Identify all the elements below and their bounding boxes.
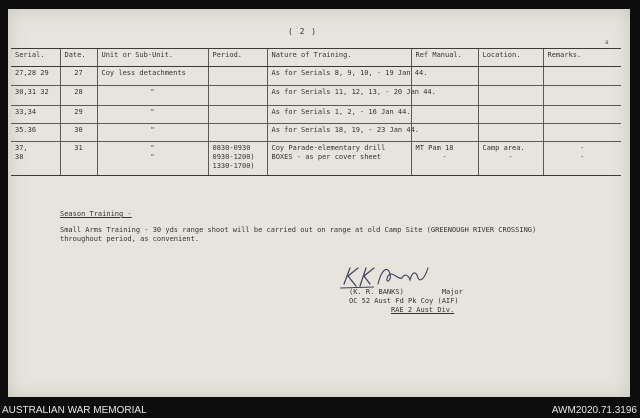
header-remarks: Remarks. xyxy=(543,49,621,67)
table-row xyxy=(11,106,621,124)
unit-line: " xyxy=(150,144,155,152)
signature-scrawl xyxy=(338,262,438,290)
signatory-name: (K. R. BANKS) xyxy=(349,288,404,296)
section-body: Small Arms Training - 30 yds range shoot will be carried out on range at old Camp Site (GREENOUGH RIVER CROSSING) throughout period, as convenient. xyxy=(60,226,537,243)
period-line: 0830-0930 xyxy=(212,144,251,152)
cell-period xyxy=(208,124,267,142)
cell-remarks xyxy=(543,86,621,106)
header-serial: Serial. xyxy=(11,49,60,67)
cell-date: 27 xyxy=(60,67,97,86)
table-header-row xyxy=(11,49,621,67)
header-unit: Unit or Sub-Unit. xyxy=(97,49,208,67)
cell-serial: 35.36 xyxy=(11,124,60,142)
cell-location xyxy=(478,67,543,86)
cell-ref xyxy=(411,142,478,176)
cell-remarks xyxy=(543,106,621,124)
serial-line: 38 xyxy=(15,153,24,161)
page-number: ( 2 ) xyxy=(288,27,318,36)
table-row xyxy=(11,67,621,86)
remarks-line: - xyxy=(580,144,585,152)
cell-remarks xyxy=(543,67,621,86)
cell-serial xyxy=(11,142,60,176)
signatory-name-line xyxy=(349,288,463,297)
cell-unit: " xyxy=(97,124,208,142)
cell-ref xyxy=(411,106,478,124)
cell-ref xyxy=(411,124,478,142)
ref-line: MT Pam 18 xyxy=(415,144,454,152)
table-row xyxy=(11,124,621,142)
cell-period xyxy=(208,67,267,86)
signature-block xyxy=(349,288,463,315)
cell-date: 29 xyxy=(60,106,97,124)
table-row xyxy=(11,86,621,106)
signatory-division: RAE 2 Aust Div. xyxy=(391,306,455,314)
header-period: Period. xyxy=(208,49,267,67)
header-ref-manual: Ref Manual. xyxy=(411,49,478,67)
cell-unit xyxy=(97,142,208,176)
signatory-rank: Major xyxy=(441,288,463,296)
nature-line: Coy Parade-elementary drill xyxy=(271,144,386,152)
cell-remarks xyxy=(543,142,621,176)
section-title: Season Training - xyxy=(60,210,132,218)
header-date: Date. xyxy=(60,49,97,67)
cell-location xyxy=(478,142,543,176)
cell-period xyxy=(208,142,267,176)
cell-serial: 33,34 xyxy=(11,106,60,124)
cell-period xyxy=(208,86,267,106)
cell-unit: " xyxy=(97,86,208,106)
table-row xyxy=(11,142,621,176)
location-line: - xyxy=(508,153,513,161)
header-nature: Nature of Training. xyxy=(267,49,411,67)
cell-period xyxy=(208,106,267,124)
remarks-line: - xyxy=(580,153,585,161)
training-schedule-table xyxy=(11,48,621,176)
location-line: Camp area. xyxy=(482,144,525,152)
cell-unit: Coy less detachments xyxy=(97,67,208,86)
cell-nature: As for Serials 11, 12, 13, - 20 Jan 44. xyxy=(267,86,411,106)
cell-date: 30 xyxy=(60,124,97,142)
cell-date: 28 xyxy=(60,86,97,106)
ref-line: - xyxy=(442,153,447,161)
nature-line: BOXES - as per cover sheet xyxy=(271,153,382,161)
cell-nature: As for Serials 8, 9, 10, - 19 Jan 44. xyxy=(267,67,411,86)
cell-nature: As for Serials 18, 19, - 23 Jan 44. xyxy=(267,124,411,142)
cell-remarks xyxy=(543,124,621,142)
unit-line: " xyxy=(150,153,155,161)
cell-nature xyxy=(267,142,411,176)
cell-serial: 27,28 29 xyxy=(11,67,60,86)
cell-unit: " xyxy=(97,106,208,124)
corner-mark: a xyxy=(605,39,609,46)
archive-reference: AWM2020.71.3196 xyxy=(551,405,637,416)
archive-footer xyxy=(0,404,640,418)
section-heading xyxy=(60,210,132,218)
archive-name: AUSTRALIAN WAR MEMORIAL xyxy=(2,405,147,416)
cell-nature: As for Serials 1, 2, - 16 Jan 44. xyxy=(267,106,411,124)
cell-location xyxy=(478,124,543,142)
period-line: 1330-1700) xyxy=(212,162,255,170)
signatory-unit: OC 52 Aust Fd Pk Coy (AIF) xyxy=(349,297,459,305)
cell-location xyxy=(478,106,543,124)
cell-date: 31 xyxy=(60,142,97,176)
period-line: 0930-1200) xyxy=(212,153,255,161)
serial-line: 37, xyxy=(15,144,28,152)
cell-location xyxy=(478,86,543,106)
cell-serial: 30,31 32 xyxy=(11,86,60,106)
header-location: Location. xyxy=(478,49,543,67)
